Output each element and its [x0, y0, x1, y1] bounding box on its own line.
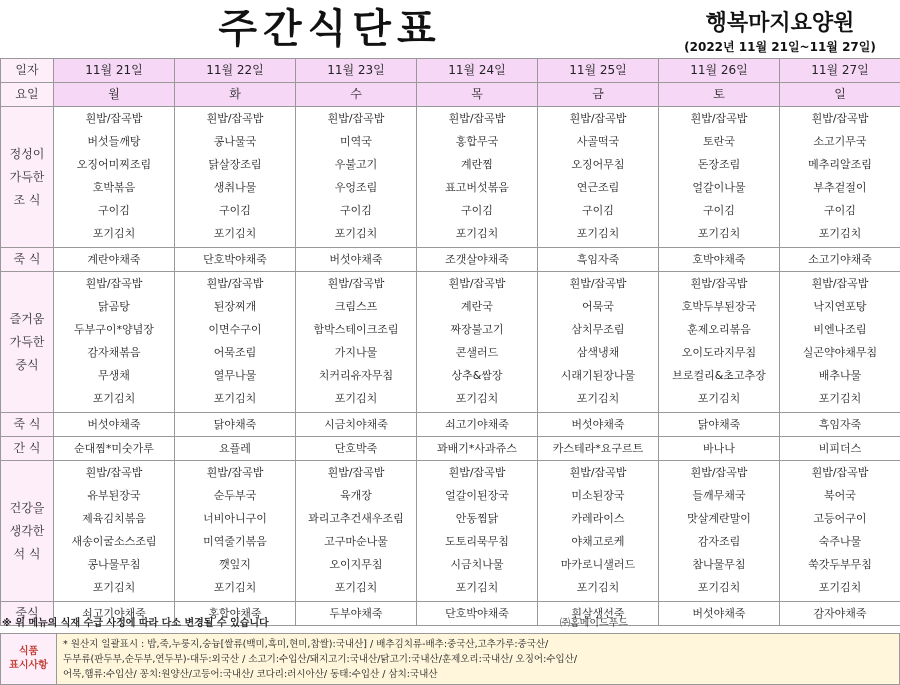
menu-item: 흰밥/잡곡밥	[811, 277, 869, 290]
origin-label	[1, 634, 57, 684]
menu-item: 포기김치	[455, 227, 499, 240]
menu-item: 미역국	[340, 135, 372, 148]
day-cell: 토	[659, 83, 780, 107]
dinner-cell	[54, 461, 175, 602]
lunch-cell	[780, 272, 900, 413]
menu-item: 야채고로케	[571, 535, 625, 548]
menu-item: 호박두부된장국	[681, 300, 757, 313]
organization-name: 행복마지요양원	[705, 11, 855, 36]
menu-item: 구이김	[340, 204, 372, 217]
menu-item: 포기김치	[213, 392, 257, 405]
lunch-cell	[54, 272, 175, 413]
menu-item: 북어국	[824, 489, 856, 502]
lunch-cell	[175, 272, 296, 413]
menu-item: 메추리알조림	[808, 158, 872, 171]
menu-item: 새송이굴소스조림	[71, 535, 157, 548]
menu-item: 흰밥/잡곡밥	[448, 112, 506, 125]
day-cell: 금	[538, 83, 659, 107]
change-notice: ※ 위 메뉴의 식재 수급 사정에 따라 다소 변경될 수 있습니다	[2, 618, 269, 629]
menu-item: 포기김치	[92, 227, 136, 240]
dinner-label-line: 석 식	[13, 546, 41, 561]
dinner-row	[1, 461, 900, 602]
day-cell: 목	[417, 83, 538, 107]
menu-item: 숙주나물	[818, 535, 862, 548]
menu-item: 구이김	[703, 204, 735, 217]
snack-cell: 카스테라*요구르트	[538, 437, 659, 461]
menu-item: 열무나물	[213, 369, 257, 382]
lunch-porridge-cell: 버섯야채죽	[538, 413, 659, 437]
menu-item: 흰밥/잡곡밥	[85, 466, 143, 479]
menu-item: 가지나물	[334, 346, 378, 359]
snack-cell: 비피더스	[780, 437, 900, 461]
breakfast-porridge-cell: 흑임자죽	[538, 248, 659, 272]
menu-item: 포기김치	[818, 227, 862, 240]
breakfast-porridge-row	[1, 248, 900, 272]
menu-item: 상추&쌈장	[451, 369, 503, 382]
lunch-label-line: 가득한	[9, 334, 45, 349]
menu-item: 얼갈이된장국	[445, 489, 509, 502]
menu-item: 짜장불고기	[450, 323, 504, 336]
origin-line: 어묵,햄류:수입산/ 꽁치:원양산/고등어:국내산/ 코다리:러시아산/ 동태:수입산 / 삼치:국내산	[63, 669, 438, 680]
menu-item: 흰밥/잡곡밥	[811, 112, 869, 125]
date-cell: 11월 26일	[659, 59, 780, 83]
dinner-porridge-cell: 홍합야채죽	[175, 602, 296, 626]
menu-item: 흰밥/잡곡밥	[206, 277, 264, 290]
menu-item: 포기김치	[92, 581, 136, 594]
day-label: 요일	[1, 83, 54, 107]
date-row	[1, 59, 900, 83]
origin-info-box	[0, 633, 900, 685]
lunch-row	[1, 272, 900, 413]
supplier-name: ㈜홈메이드푸드	[560, 618, 628, 629]
menu-item: 흰밥/잡곡밥	[327, 277, 385, 290]
menu-item: 계란국	[461, 300, 493, 313]
menu-item: 고등어구이	[813, 512, 867, 525]
date-label: 일자	[1, 59, 54, 83]
date-cell: 11월 27일	[780, 59, 900, 83]
menu-item: 흰밥/잡곡밥	[327, 112, 385, 125]
menu-item: 흰밥/잡곡밥	[85, 112, 143, 125]
origin-label-line: 식품	[18, 646, 39, 657]
menu-item: 된장찌개	[213, 300, 257, 313]
date-cell: 11월 23일	[296, 59, 417, 83]
menu-item: 호박볶음	[92, 181, 136, 194]
lunch-porridge-cell: 쇠고기야채죽	[417, 413, 538, 437]
date-cell: 11월 24일	[417, 59, 538, 83]
dinner-label-line: 생각한	[9, 523, 45, 538]
menu-item: 흰밥/잡곡밥	[569, 466, 627, 479]
menu-item: 우엉조림	[334, 181, 378, 194]
menu-item: 닭살장조림	[208, 158, 262, 171]
menu-item: 무생채	[98, 369, 130, 382]
menu-item: 계란찜	[461, 158, 493, 171]
menu-item: 사골떡국	[576, 135, 620, 148]
origin-label-line: 표시사항	[9, 660, 48, 671]
lunch-porridge-cell: 흑임자죽	[780, 413, 900, 437]
menu-item: 구이김	[219, 204, 251, 217]
menu-item: 실곤약야채무침	[802, 346, 878, 359]
menu-item: 포기김치	[334, 392, 378, 405]
lunch-cell	[296, 272, 417, 413]
menu-item: 흰밥/잡곡밥	[569, 277, 627, 290]
snack-cell: 바나나	[659, 437, 780, 461]
date-cell: 11월 22일	[175, 59, 296, 83]
menu-item: 구이김	[824, 204, 856, 217]
breakfast-row	[1, 107, 900, 248]
lunch-porridge-cell: 시금치야채죽	[296, 413, 417, 437]
menu-item: 흰밥/잡곡밥	[448, 277, 506, 290]
menu-item: 포기김치	[697, 392, 741, 405]
menu-item: 순두부국	[213, 489, 257, 502]
dinner-porridge-cell: 단호박야채죽	[417, 602, 538, 626]
menu-item: 연근조림	[576, 181, 620, 194]
dinner-cell	[659, 461, 780, 602]
menu-item: 고구마순나물	[324, 535, 388, 548]
menu-item: 포기김치	[697, 227, 741, 240]
dinner-cell	[538, 461, 659, 602]
menu-item: 얼갈이나물	[692, 181, 746, 194]
menu-item: 흰밥/잡곡밥	[811, 466, 869, 479]
menu-item: 오이도라지무침	[681, 346, 757, 359]
menu-item: 포기김치	[576, 581, 620, 594]
breakfast-porridge-cell: 소고기야채죽	[780, 248, 900, 272]
menu-item: 브로컬리&초고추장	[672, 369, 766, 382]
menu-item: 카레라이스	[571, 512, 625, 525]
menu-item: 포기김치	[576, 227, 620, 240]
menu-item: 부추겉절이	[813, 181, 867, 194]
menu-item: 오이지무침	[329, 558, 383, 571]
breakfast-label-line: 가득한	[9, 169, 45, 184]
breakfast-cell	[175, 107, 296, 248]
breakfast-porridge-cell: 버섯야채죽	[296, 248, 417, 272]
menu-item: 맛살계란말이	[687, 512, 751, 525]
origin-text	[57, 634, 899, 684]
menu-item: 표고버섯볶음	[445, 181, 509, 194]
menu-item: 흰밥/잡곡밥	[448, 466, 506, 479]
breakfast-cell	[780, 107, 900, 248]
lunch-label-line: 즐거움	[9, 311, 45, 326]
date-cell: 11월 25일	[538, 59, 659, 83]
menu-item: 생취나물	[213, 181, 257, 194]
menu-item: 어묵조림	[213, 346, 257, 359]
menu-item: 두부구이*양념장	[74, 323, 154, 336]
menu-item: 꽈리고추건새우조림	[308, 512, 404, 525]
menu-item: 쑥갓두부무침	[808, 558, 872, 571]
menu-item: 구이김	[98, 204, 130, 217]
breakfast-porridge-cell: 조갯살야채죽	[417, 248, 538, 272]
menu-item: 참나물무침	[692, 558, 746, 571]
breakfast-cell	[417, 107, 538, 248]
menu-item: 포기김치	[92, 392, 136, 405]
day-row	[1, 83, 900, 107]
menu-item: 콘샐러드	[455, 346, 499, 359]
breakfast-label	[1, 107, 54, 248]
menu-item: 감자조림	[697, 535, 741, 548]
menu-item: 훈제오리볶음	[687, 323, 751, 336]
breakfast-cell	[538, 107, 659, 248]
menu-item: 안동찜닭	[455, 512, 499, 525]
menu-item: 육개장	[340, 489, 372, 502]
dinner-porridge-cell: 두부야채죽	[296, 602, 417, 626]
menu-item: 우불고기	[334, 158, 378, 171]
breakfast-porridge-cell: 계란야채죽	[54, 248, 175, 272]
breakfast-cell	[659, 107, 780, 248]
menu-item: 홍합무국	[455, 135, 499, 148]
breakfast-cell	[54, 107, 175, 248]
dinner-label-line: 건강을	[9, 500, 45, 515]
snack-cell: 단호박죽	[296, 437, 417, 461]
menu-item: 콩나물국	[213, 135, 257, 148]
menu-item: 돈장조림	[697, 158, 741, 171]
dinner-cell	[417, 461, 538, 602]
day-cell: 일	[780, 83, 900, 107]
menu-item: 포기김치	[576, 392, 620, 405]
menu-item: 배추나물	[818, 369, 862, 382]
menu-item: 흰밥/잡곡밥	[690, 466, 748, 479]
menu-item: 닭곰탕	[98, 300, 130, 313]
menu-item: 삼치무조림	[571, 323, 625, 336]
menu-item: 미역줄기볶음	[203, 535, 267, 548]
lunch-porridge-row	[1, 413, 900, 437]
origin-line: * 원산지 일괄표시 : 밥,죽,누룽지,숭늉[쌀류(백미,흑미,현미,찹쌀):국내산] / 배추김치류-배추:중국산,고추가루:중국산/	[63, 639, 549, 650]
breakfast-porridge-label: 죽 식	[1, 248, 54, 272]
menu-item: 구이김	[461, 204, 493, 217]
menu-item: 시래기된장나물	[560, 369, 636, 382]
breakfast-porridge-cell: 호박야채죽	[659, 248, 780, 272]
dinner-porridge-cell: 감자야채죽	[780, 602, 900, 626]
menu-item: 이면수구이	[208, 323, 262, 336]
menu-item: 낙지연포탕	[813, 300, 867, 313]
menu-item: 도토리묵무침	[445, 535, 509, 548]
snack-cell: 꽈배기*사과쥬스	[417, 437, 538, 461]
menu-item: 삼색냉채	[576, 346, 620, 359]
menu-item: 포기김치	[455, 581, 499, 594]
breakfast-label-line: 조 식	[13, 192, 41, 207]
menu-table	[0, 58, 900, 626]
menu-item: 치커리유자무침	[318, 369, 394, 382]
menu-item: 포기김치	[818, 581, 862, 594]
dinner-porridge-cell: 흰살생선죽	[538, 602, 659, 626]
menu-item: 흰밥/잡곡밥	[690, 112, 748, 125]
menu-item: 흰밥/잡곡밥	[206, 112, 264, 125]
snack-label: 간 식	[1, 437, 54, 461]
menu-item: 소고기무국	[813, 135, 867, 148]
lunch-cell	[659, 272, 780, 413]
dinner-porridge-label: 죽식	[1, 602, 54, 626]
breakfast-label-line: 정성이	[9, 146, 45, 161]
lunch-label-line: 중식	[15, 357, 39, 372]
lunch-porridge-cell: 닭야채죽	[659, 413, 780, 437]
menu-item: 깻잎지	[219, 558, 251, 571]
menu-item: 포기김치	[818, 392, 862, 405]
menu-item: 포기김치	[334, 227, 378, 240]
day-cell: 월	[54, 83, 175, 107]
dinner-porridge-cell: 쇠고기야채죽	[54, 602, 175, 626]
lunch-porridge-cell: 닭야채죽	[175, 413, 296, 437]
page-title: 주간식단표	[218, 6, 442, 52]
lunch-cell	[538, 272, 659, 413]
menu-item: 마카로니샐러드	[560, 558, 636, 571]
menu-item: 시금치나물	[450, 558, 504, 571]
breakfast-porridge-cell: 단호박야채죽	[175, 248, 296, 272]
dinner-cell	[780, 461, 900, 602]
dinner-cell	[296, 461, 417, 602]
menu-item: 감자채볶음	[87, 346, 141, 359]
menu-item: 크림스프	[334, 300, 378, 313]
snack-cell: 요플레	[175, 437, 296, 461]
menu-item: 콩나물무침	[87, 558, 141, 571]
dinner-cell	[175, 461, 296, 602]
menu-item: 비엔나조림	[813, 323, 867, 336]
menu-item: 포기김치	[455, 392, 499, 405]
lunch-label	[1, 272, 54, 413]
menu-item: 들깨무채국	[692, 489, 746, 502]
menu-item: 구이김	[582, 204, 614, 217]
breakfast-cell	[296, 107, 417, 248]
menu-item: 흰밥/잡곡밥	[569, 112, 627, 125]
day-cell: 화	[175, 83, 296, 107]
menu-item: 흰밥/잡곡밥	[690, 277, 748, 290]
menu-item: 미소된장국	[571, 489, 625, 502]
menu-item: 오징어무침	[571, 158, 625, 171]
menu-item: 포기김치	[334, 581, 378, 594]
menu-period: (2022년 11월 21일~11월 27일)	[684, 40, 876, 54]
menu-item: 어묵국	[582, 300, 614, 313]
lunch-cell	[417, 272, 538, 413]
snack-cell: 순대찜*미숫가루	[54, 437, 175, 461]
date-cell: 11월 21일	[54, 59, 175, 83]
menu-item: 흰밥/잡곡밥	[85, 277, 143, 290]
dinner-label	[1, 461, 54, 602]
menu-item: 포기김치	[697, 581, 741, 594]
origin-line: 두부류(판두부,순두부,연두부)-대두:외국산 / 소고기:수입산/돼지고기:국내산/닭고기:국내산/훈제오리:국내산/ 오징어:수입산/	[63, 654, 578, 665]
snack-row	[1, 437, 900, 461]
menu-item: 토란국	[703, 135, 735, 148]
menu-item: 너비아니구이	[203, 512, 267, 525]
menu-item: 흰밥/잡곡밥	[327, 466, 385, 479]
lunch-porridge-label: 죽 식	[1, 413, 54, 437]
menu-item: 포기김치	[213, 227, 257, 240]
dinner-porridge-cell: 버섯야채죽	[659, 602, 780, 626]
menu-item: 유부된장국	[87, 489, 141, 502]
menu-item: 버섯들깨탕	[87, 135, 141, 148]
menu-item: 포기김치	[213, 581, 257, 594]
menu-item: 오징어미찌조림	[76, 158, 152, 171]
menu-item: 제육김치볶음	[82, 512, 146, 525]
menu-item: 함박스테이크조림	[313, 323, 399, 336]
day-cell: 수	[296, 83, 417, 107]
lunch-porridge-cell: 버섯야채죽	[54, 413, 175, 437]
menu-item: 흰밥/잡곡밥	[206, 466, 264, 479]
